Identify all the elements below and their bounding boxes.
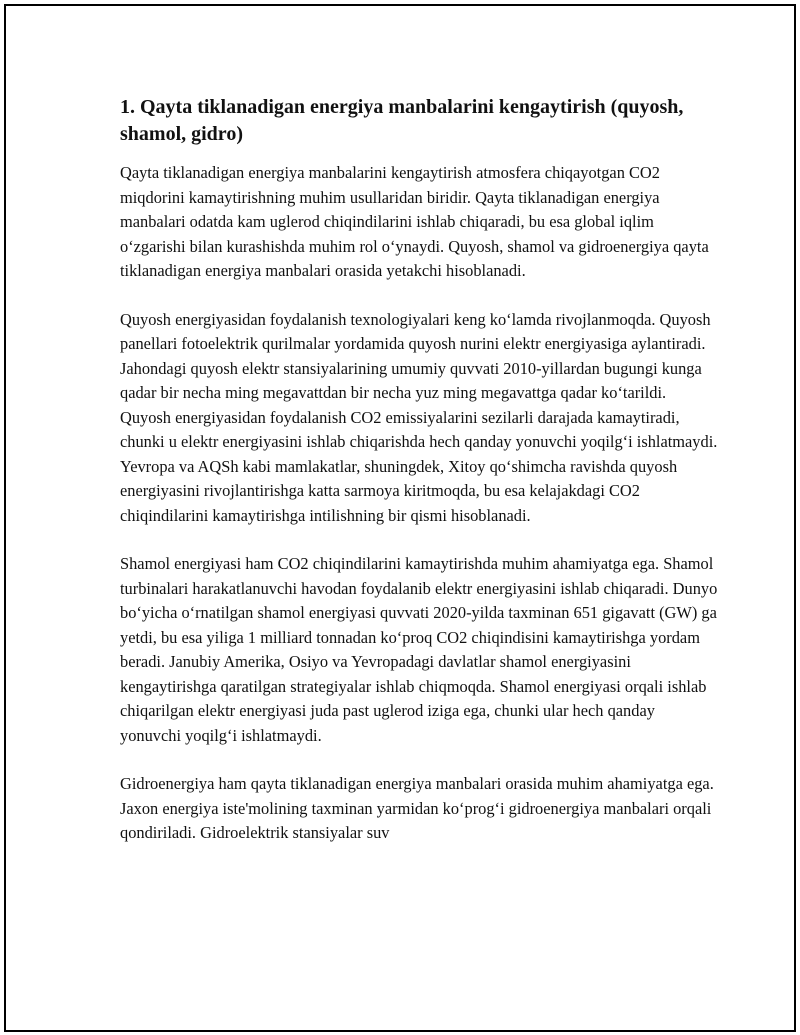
page-frame xyxy=(4,4,796,1032)
paragraph-hydro: Gidroenergiya ham qayta tiklanadigan energiya manbalari orasida muhim ahamiyatga ega. Jaxon energiya iste'molining taxminan yarmidan ko‘prog‘i gidroenergiya manbalari orqali qondiriladi. Gidroelektrik stansiyalar suv xyxy=(120,774,714,842)
paragraph-solar: Quyosh energiyasidan foydalanish texnologiyalari keng ko‘lamda rivojlanmoqda. Quyosh panellari fotoelektrik qurilmalar yordamida quyosh nurini elektr energiyasiga aylantiradi. Jahondagi quyosh elektr stansiyalarining umumiy quvvati 2010-yillardan bugungi kunga qadar bir necha ming megavattdan bir necha yuz ming megavattga qadar ko‘tarildi. Quyosh energiyasidan foydalanish CO2 emissiyalarini sezilarli darajada kamaytiradi, chunki u elektr energiyasini ishlab chiqarishda hech qanday yonuvchi yoqilg‘i ishlatmaydi. Yevropa va AQSh kabi mamlakatlar, shuningdek, Xitoy qo‘shimcha ravishda quyosh energiyasini rivojlantirishga katta sarmoya kiritmoqda, bu esa kelajakdagi CO2 chiqindilarini kamaytirishga intilishning bir qismi hisoblanadi. xyxy=(120,309,718,525)
paragraph-intro: Qayta tiklanadigan energiya manbalarini kengaytirish atmosfera chiqayotgan CO2 miqdorini kamaytirishning muhim usullaridan biridir. Qayta tiklanadigan energiya manbalari odatda kam uglerod chiqindilarini ishlab chiqaradi, bu esa global iqlim o‘zgarishi bilan kurashishda muhim rol o‘ynaydi. Quyosh, shamol va gidroenergiya qayta tiklanadigan energiya manbalari orasida yetakchi hisoblanadi. xyxy=(120,163,709,280)
document-body xyxy=(120,94,720,870)
section-heading: 1. Qayta tiklanadigan energiya manbalarini kengaytirish (quyosh, shamol, gidro) xyxy=(120,96,684,145)
paragraph-wind: Shamol energiyasi ham CO2 chiqindilarini kamaytirishda muhim ahamiyatga ega. Shamol turbinalari harakatlanuvchi havodan foydalanib elektr energiyasini ishlab chiqaradi. Dunyo bo‘yicha o‘rnatilgan shamol energiyasi quvvati 2020-yilda taxminan 651 gigavatt (GW) ga yetdi, bu esa yiliga 1 milliard tonnadan ko‘proq CO2 chiqindisini kamaytirishga yordam beradi. Janubiy Amerika, Osiyo va Yevropadagi davlatlar shamol energiyasini kengaytirishga qaratilgan strategiyalar ishlab chiqmoqda. Shamol energiyasi orqali ishlab chiqarilgan elektr energiyasi juda past uglerod iziga ega, chunki ular hech qanday yonuvchi yoqilg‘i ishlatmaydi. xyxy=(120,554,718,745)
